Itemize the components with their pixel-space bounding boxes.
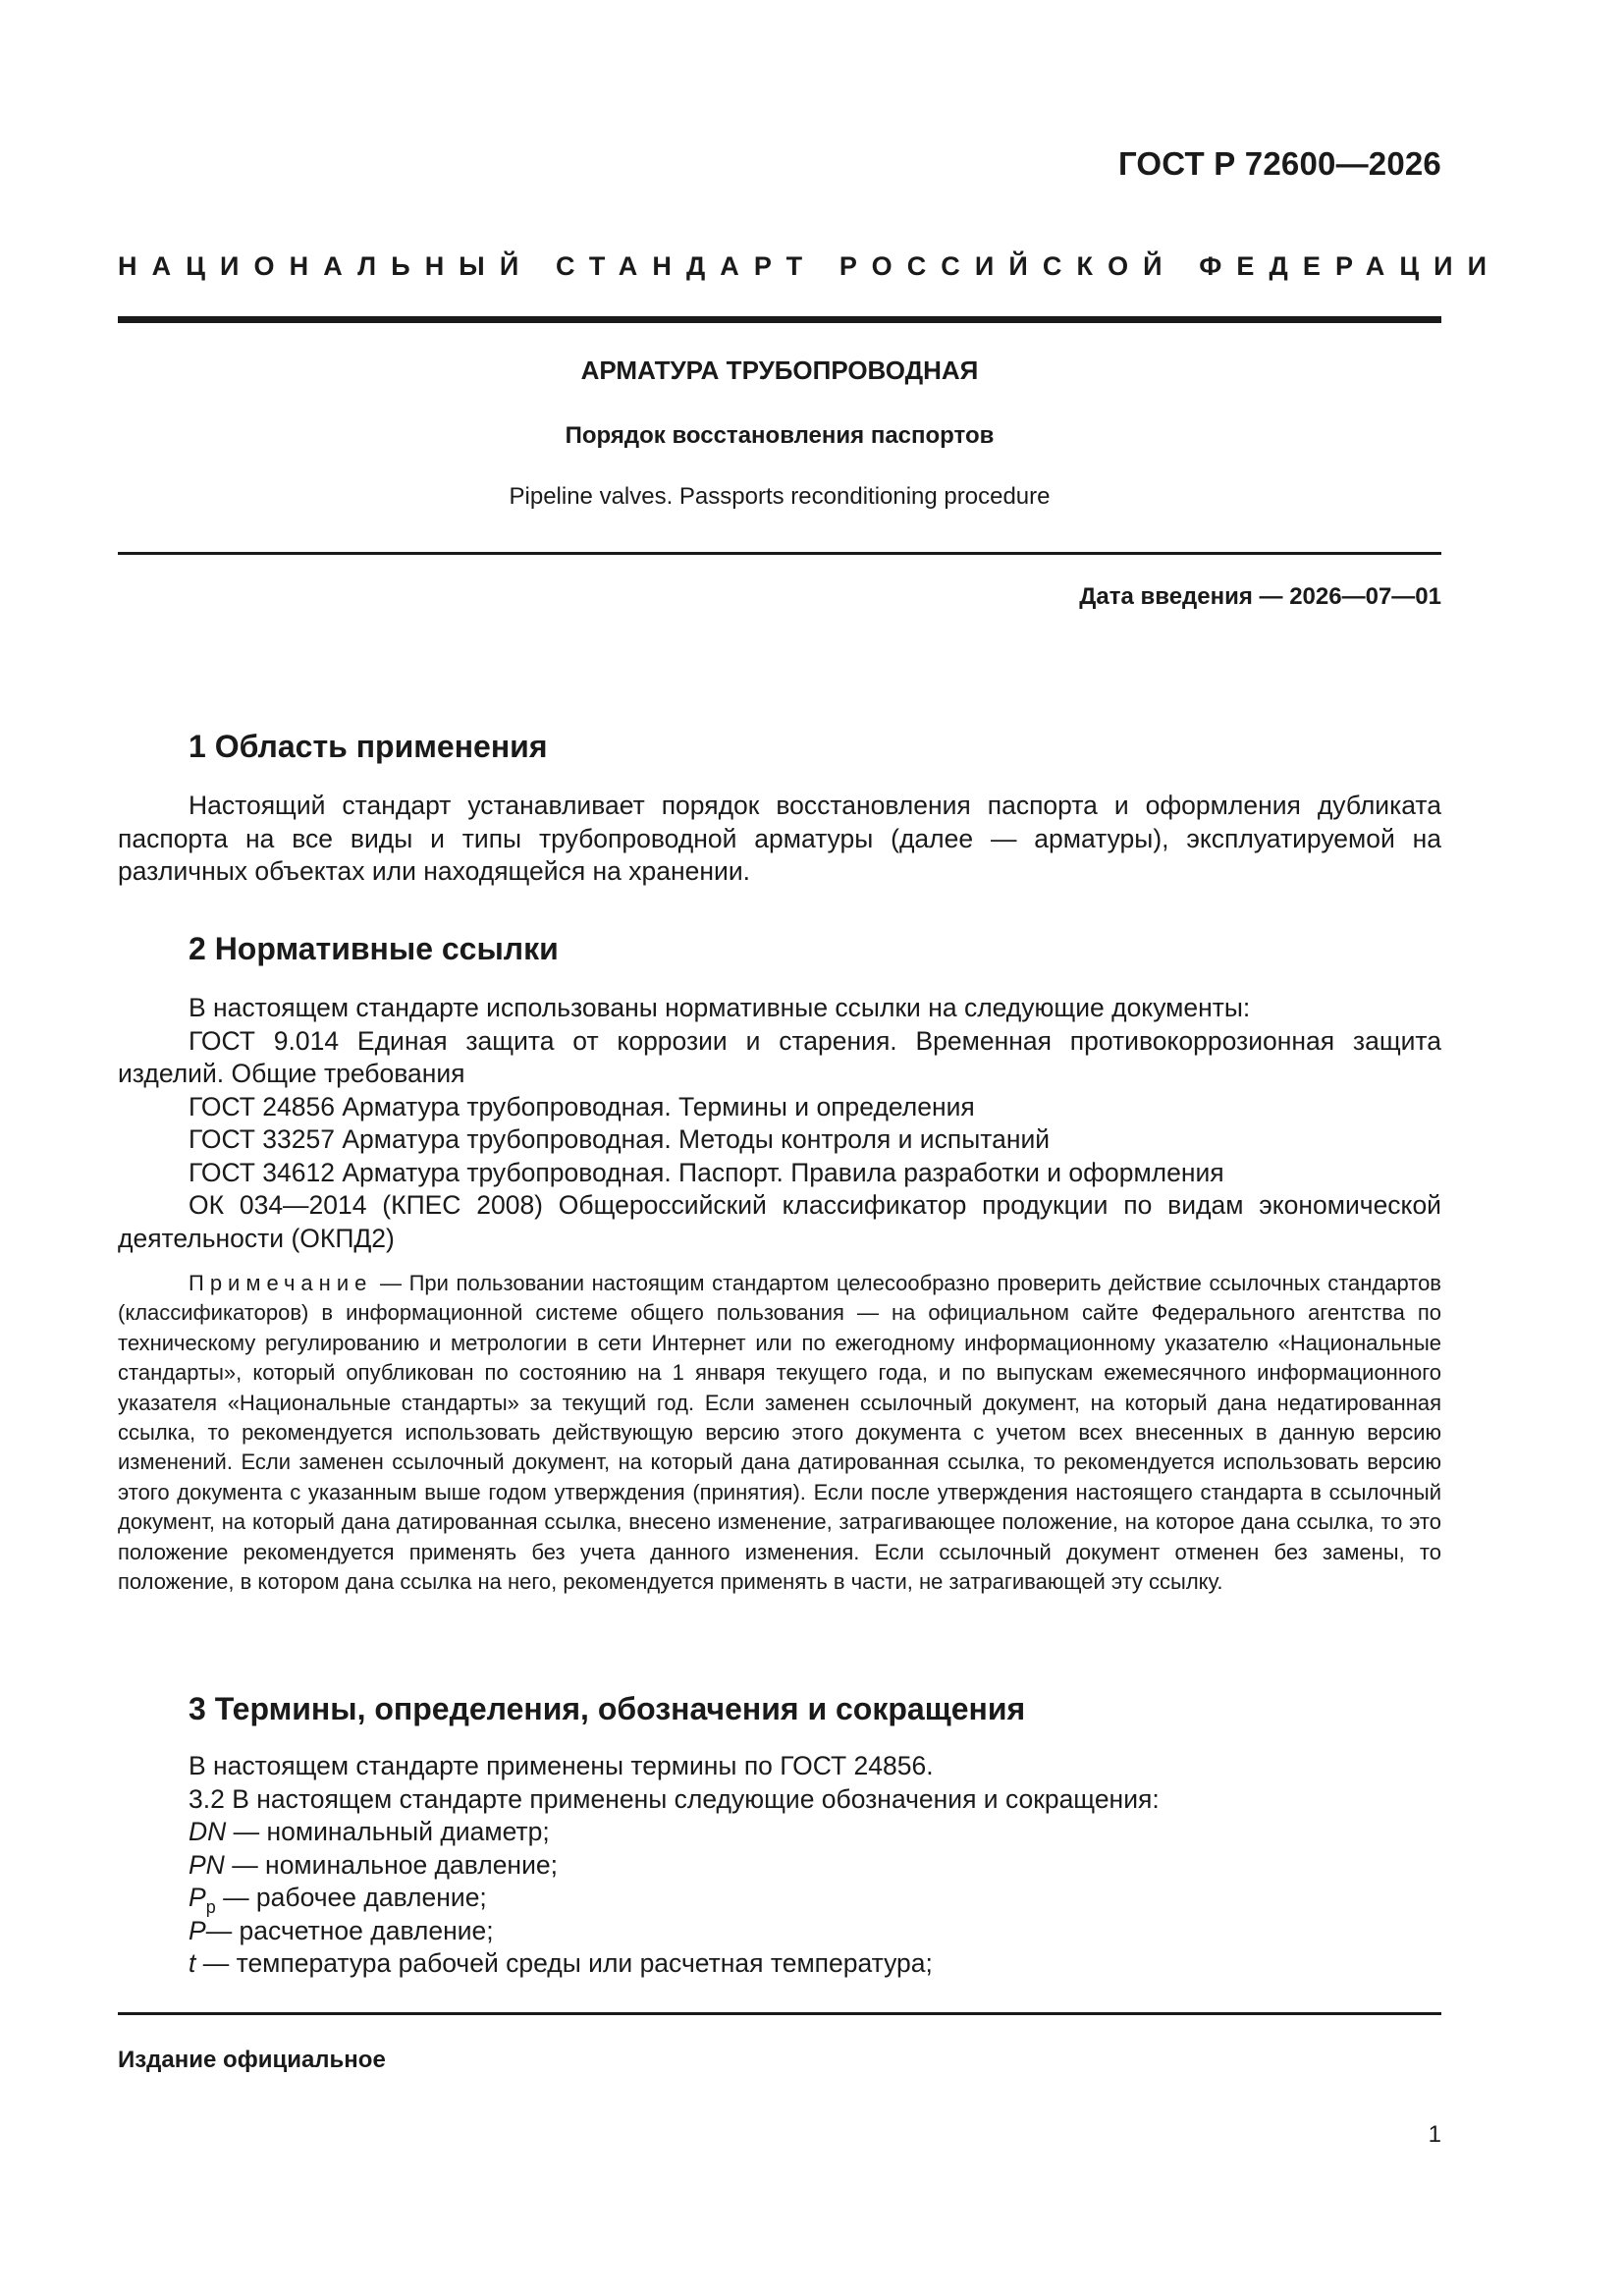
abbreviation-symbol: P	[189, 1915, 206, 1945]
abbreviation-item	[118, 1947, 1441, 1981]
abbreviation-item	[118, 1816, 1441, 1849]
reference-item: ОК 034—2014 (КПЕС 2008) Общероссийский классификатор продукции по видам экономической деятельности (ОКПД2)	[118, 1190, 1441, 1253]
section-2-body	[118, 992, 1441, 1255]
footer-rule	[118, 2012, 1441, 2015]
abbreviation-text: — рабочее давление;	[215, 1883, 487, 1912]
reference-item: ГОСТ 33257 Арматура трубопроводная. Методы контроля и испытаний	[189, 1124, 1051, 1154]
section-1-heading: 1 Область применения	[189, 729, 548, 764]
introduction-date: Дата введения — 2026—07—01	[1079, 583, 1441, 610]
abbreviation-text: — номинальное давление;	[224, 1849, 558, 1880]
scope-paragraph: Настоящий стандарт устанавливает порядок восстановления паспорта и оформления дубликата паспорта на все виды и типы трубопроводной арматуры (далее — арматуры), эксплуатируемой на различных объектах или находящейся на хранении.	[118, 791, 1441, 886]
reference-item: ГОСТ 9.014 Единая защита от коррозии и старения. Временная противокоррозионная защита изделий. Общие требования	[118, 1025, 1441, 1088]
section-1-body	[118, 790, 1441, 889]
abbreviation-item	[118, 1915, 1441, 1948]
reference-item: ГОСТ 24856 Арматура трубопроводная. Термины и определения	[189, 1091, 975, 1121]
document-title: АРМАТУРА ТРУБОПРОВОДНАЯ	[580, 355, 979, 385]
abbreviation-text: — номинальный диаметр;	[226, 1817, 550, 1846]
abbreviation-item	[118, 1882, 1441, 1915]
note-text: — При пользовании настоящим стандартом целесообразно проверить действие ссылочных стандартов (классификаторов) в информационной системе общего пользования — на официальном сайте Федерального агентства по техническому регулированию и метрологии в сети Интернет или по ежегодному информационному указателю «Национальные стандарты», который опубликован по состоянию на 1 января текущего года, и по выпускам ежемесячного информационного указателя «Национальные стандарты» за текущий год. Если заменен ссылочный документ, на который дана недатированная ссылка, то рекомендуется использовать действующую версию этого документа с учетом всех внесенных в данную версию изменений. Если заменен ссылочный документ, на который дана датированная ссылка, то рекомендуется использовать версию этого документа с указанным выше годом утверждения (принятия). Если после утверждения настоящего стандарта в ссылочный документ, на который дана датированная ссылка, внесено изменение, затрагивающее положение, на которое дана ссылка, то это положение рекомендуется применять без учета данного изменения. Если ссылочный документ отменен без замены, то положение, в котором дана ссылка на него, рекомендуется применять в части, не затрагивающей эту ссылку.	[118, 1271, 1441, 1595]
document-subtitle: Порядок восстановления паспортов	[565, 422, 995, 449]
header-rule	[118, 316, 1441, 323]
document-number: ГОСТ Р 72600—2026	[1117, 145, 1441, 182]
section-2-heading: 2 Нормативные ссылки	[189, 931, 559, 966]
abbreviation-text: — температура рабочей среды или расчетная температура;	[195, 1948, 933, 1978]
section-3-body	[118, 1750, 1441, 1981]
abbreviation-symbol: P	[189, 1883, 206, 1912]
official-edition-label: Издание официальное	[118, 2047, 386, 2073]
abbreviation-symbol: PN	[189, 1849, 225, 1880]
references-intro: В настоящем стандарте использованы нормативные ссылки на следующие документы:	[189, 993, 1251, 1022]
national-standard-banner: НАЦИОНАЛЬНЫЙ СТАНДАРТ РОССИЙСКОЙ ФЕДЕРАЦИИ	[118, 251, 1502, 281]
note-label: Примечание	[189, 1271, 373, 1295]
abbreviations-intro: 3.2 В настоящем стандарте применены следующие обозначения и сокращения:	[189, 1783, 1160, 1814]
section-3-heading: 3 Термины, определения, обозначения и сокращения	[189, 1691, 1026, 1726]
abbreviation-symbol: DN	[189, 1817, 227, 1846]
abbreviation-symbol: t	[189, 1948, 196, 1978]
document-title-english: Pipeline valves. Passports reconditioning procedure	[509, 483, 1051, 510]
reference-item: ГОСТ 34612 Арматура трубопроводная. Паспорт. Правила разработки и оформления	[189, 1157, 1224, 1187]
abbreviation-text: — расчетное давление;	[205, 1915, 494, 1945]
abbreviation-subscript: р	[205, 1897, 216, 1917]
terms-paragraph: В настоящем стандарте применены термины по ГОСТ 24856.	[189, 1751, 934, 1780]
references-note	[118, 1269, 1441, 1597]
abbreviation-item	[118, 1849, 1441, 1883]
page-number: 1	[1428, 2121, 1441, 2148]
title-rule	[118, 552, 1441, 555]
